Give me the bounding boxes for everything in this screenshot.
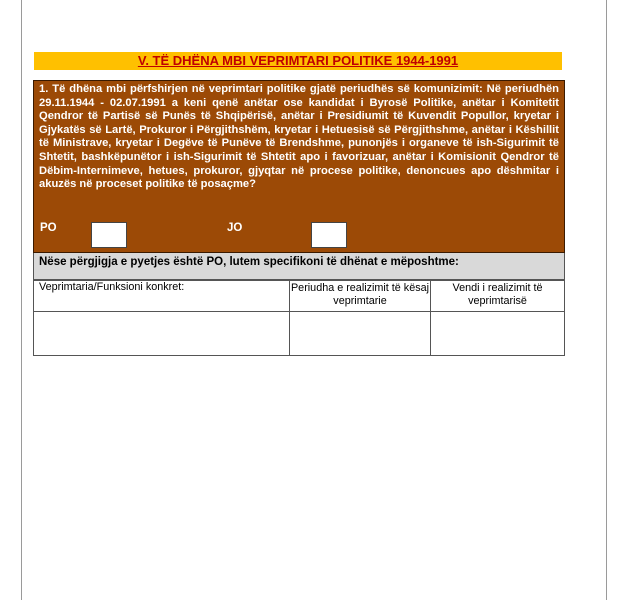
header-activity: Veprimtaria/Funksioni konkret: bbox=[34, 281, 290, 312]
page-border-right bbox=[606, 0, 607, 600]
yes-label: PO bbox=[40, 222, 57, 234]
no-label: JO bbox=[227, 222, 243, 234]
question-text: 1. Të dhëna mbi përfshirjen në veprimtari politike gjatë periudhës së komunizimit: Në periudhën 29.11.1944 - 02.07.1991 a keni qenë anëtar ose kandidat i Byrosë Politike, anëtar i Komitetit Qendror të Partisë së Punës të Shqipërisë, anëtar i Presidiumit të Kuvendit Popullor, kryetar i Gjykatës së Lartë, Prokuror i Përgjithshëm, kryetar i Hetuesisë së Përgjithshme, anëtar i Këshillit të Ministrave, kryetar i Degëve të Punëve të Brendshme, punonjës i organeve të ish-Sigurimit të Shtetit, bashkëpunëtor i ish-Sigurimit të Shtetit apo i favorizuar, anëtar i Komisionit Qendror të Dëbim-Internimeve, hetues, prokuror, gjyqtar në procese politike, denoncues apo dëshmitar i akuzës në proceset politike të posaçme? bbox=[39, 83, 559, 191]
no-checkbox[interactable] bbox=[311, 222, 347, 248]
page-border-left bbox=[21, 0, 22, 600]
section-title-text: V. TË DHËNA MBI VEPRIMTARI POLITIKE 1944-1991 bbox=[137, 53, 459, 68]
table-row bbox=[34, 312, 565, 356]
header-period: Periudha e realizimit të kësaj veprimtarie bbox=[290, 281, 431, 312]
section-title bbox=[34, 52, 562, 70]
cell-place-input[interactable] bbox=[431, 312, 565, 356]
cell-activity-input[interactable] bbox=[34, 312, 290, 356]
yes-checkbox[interactable] bbox=[91, 222, 127, 248]
table-header-row bbox=[34, 281, 565, 312]
header-place: Vendi i realizimit të veprimtarisë bbox=[431, 281, 565, 312]
activity-details-table bbox=[33, 280, 565, 356]
specify-instruction: Nëse përgjigja e pyetjes është PO, lutem specifikoni të dhënat e mëposhtme: bbox=[33, 253, 565, 280]
question-box bbox=[33, 80, 565, 253]
cell-period-input[interactable] bbox=[290, 312, 431, 356]
